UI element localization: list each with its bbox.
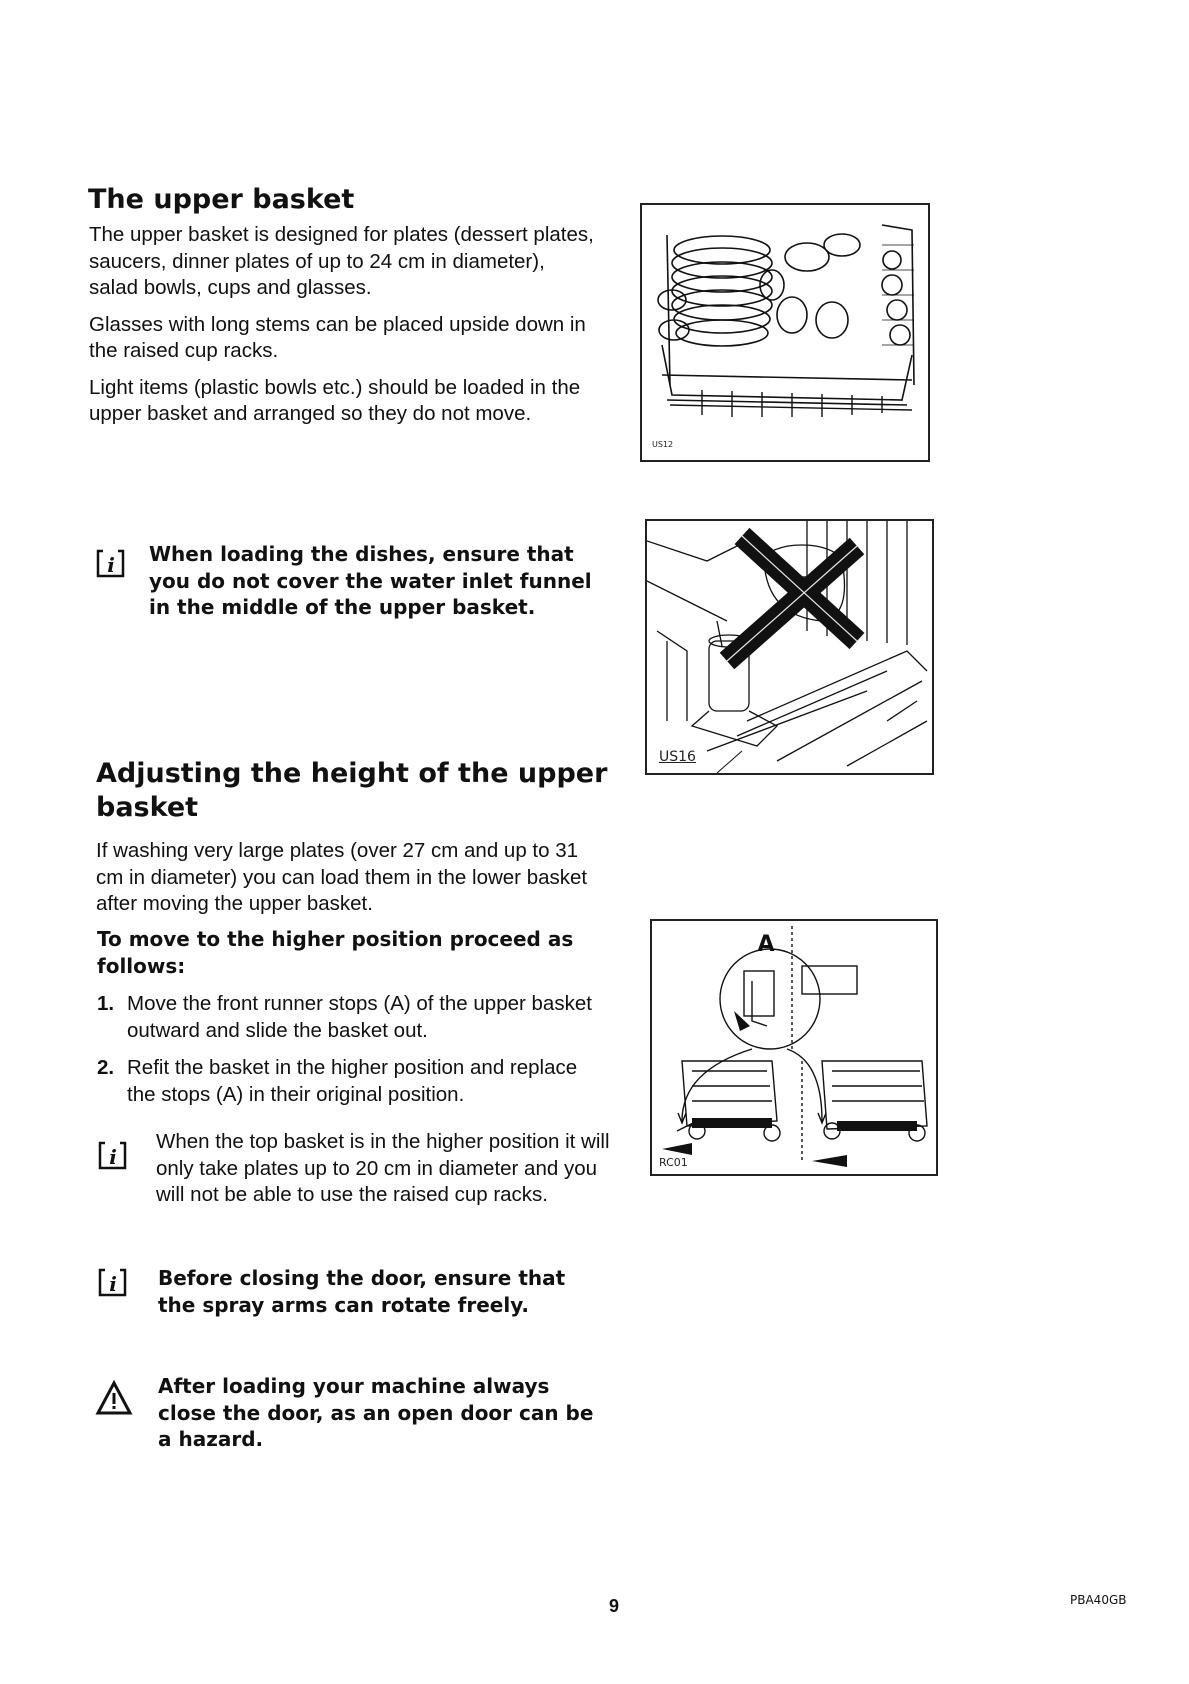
section1-body (89, 222, 599, 428)
figure-adjust-basket-height (650, 919, 938, 1176)
svg-text:i: i (109, 1145, 117, 1169)
figure-do-not-cover-funnel (645, 519, 934, 775)
info-icon (98, 1140, 128, 1170)
figure-code: RC01 (659, 1156, 688, 1169)
svg-text:i: i (107, 553, 115, 577)
basket-loaded-illustration (642, 205, 928, 460)
note-water-inlet: When loading the dishes, ensure that you do not cover the water inlet funnel in the middle of the upper basket. (149, 542, 592, 619)
figure-code: US12 (652, 440, 674, 449)
paragraph: Light items (plastic bowls etc.) should be loaded in the upper basket and arranged so they do not move. (89, 375, 581, 425)
runner-stops-illustration (652, 921, 936, 1174)
section-title-upper-basket: The upper basket (88, 184, 355, 215)
step-text: Move the front runner stops (A) of the upper basket outward and slide the basket out. (127, 992, 592, 1042)
step-text: Refit the basket in the higher position and replace the stops (A) in their original position. (127, 1056, 578, 1106)
document-code: PBA40GB (1070, 1593, 1127, 1607)
warning-triangle-icon (95, 1380, 133, 1416)
info-icon (96, 548, 126, 578)
warning-close-door: After loading your machine always close the door, as an open door can be a hazard. (158, 1374, 594, 1451)
step-number: 2. (97, 1056, 115, 1079)
page-number: 9 (609, 1596, 620, 1616)
list-item (97, 1055, 597, 1108)
funnel-crossed-illustration (647, 521, 932, 773)
step-number: 1. (97, 992, 115, 1015)
section-title-adjusting-height: Adjusting the height of the upper basket (96, 758, 608, 823)
callout-a-label: A (757, 932, 775, 957)
info-icon (98, 1267, 128, 1297)
list-item (97, 991, 597, 1044)
section2-intro: If washing very large plates (over 27 cm and up to 31 cm in diameter) you can load them in the lower basket after moving the upper basket. (96, 839, 588, 915)
note-higher-position: When the top basket is in the higher position it will only take plates up to 20 cm in diameter and you will not be able to use the raised cup racks. (156, 1130, 610, 1206)
svg-text:i: i (109, 1272, 117, 1296)
paragraph: Glasses with long stems can be placed upside down in the raised cup racks. (89, 312, 586, 362)
figure-upper-basket-loaded (640, 203, 930, 462)
note-spray-arms: Before closing the door, ensure that the spray arms can rotate freely. (158, 1266, 566, 1317)
paragraph: The upper basket is designed for plates (dessert plates, saucers, dinner plates of up to 24 cm in diameter), salad bowls, cups and glasses. (89, 223, 594, 299)
figure-code: US16 (659, 749, 696, 765)
procedure-steps (97, 991, 597, 1108)
procedure-heading: To move to the higher position proceed as follows: (97, 927, 574, 978)
